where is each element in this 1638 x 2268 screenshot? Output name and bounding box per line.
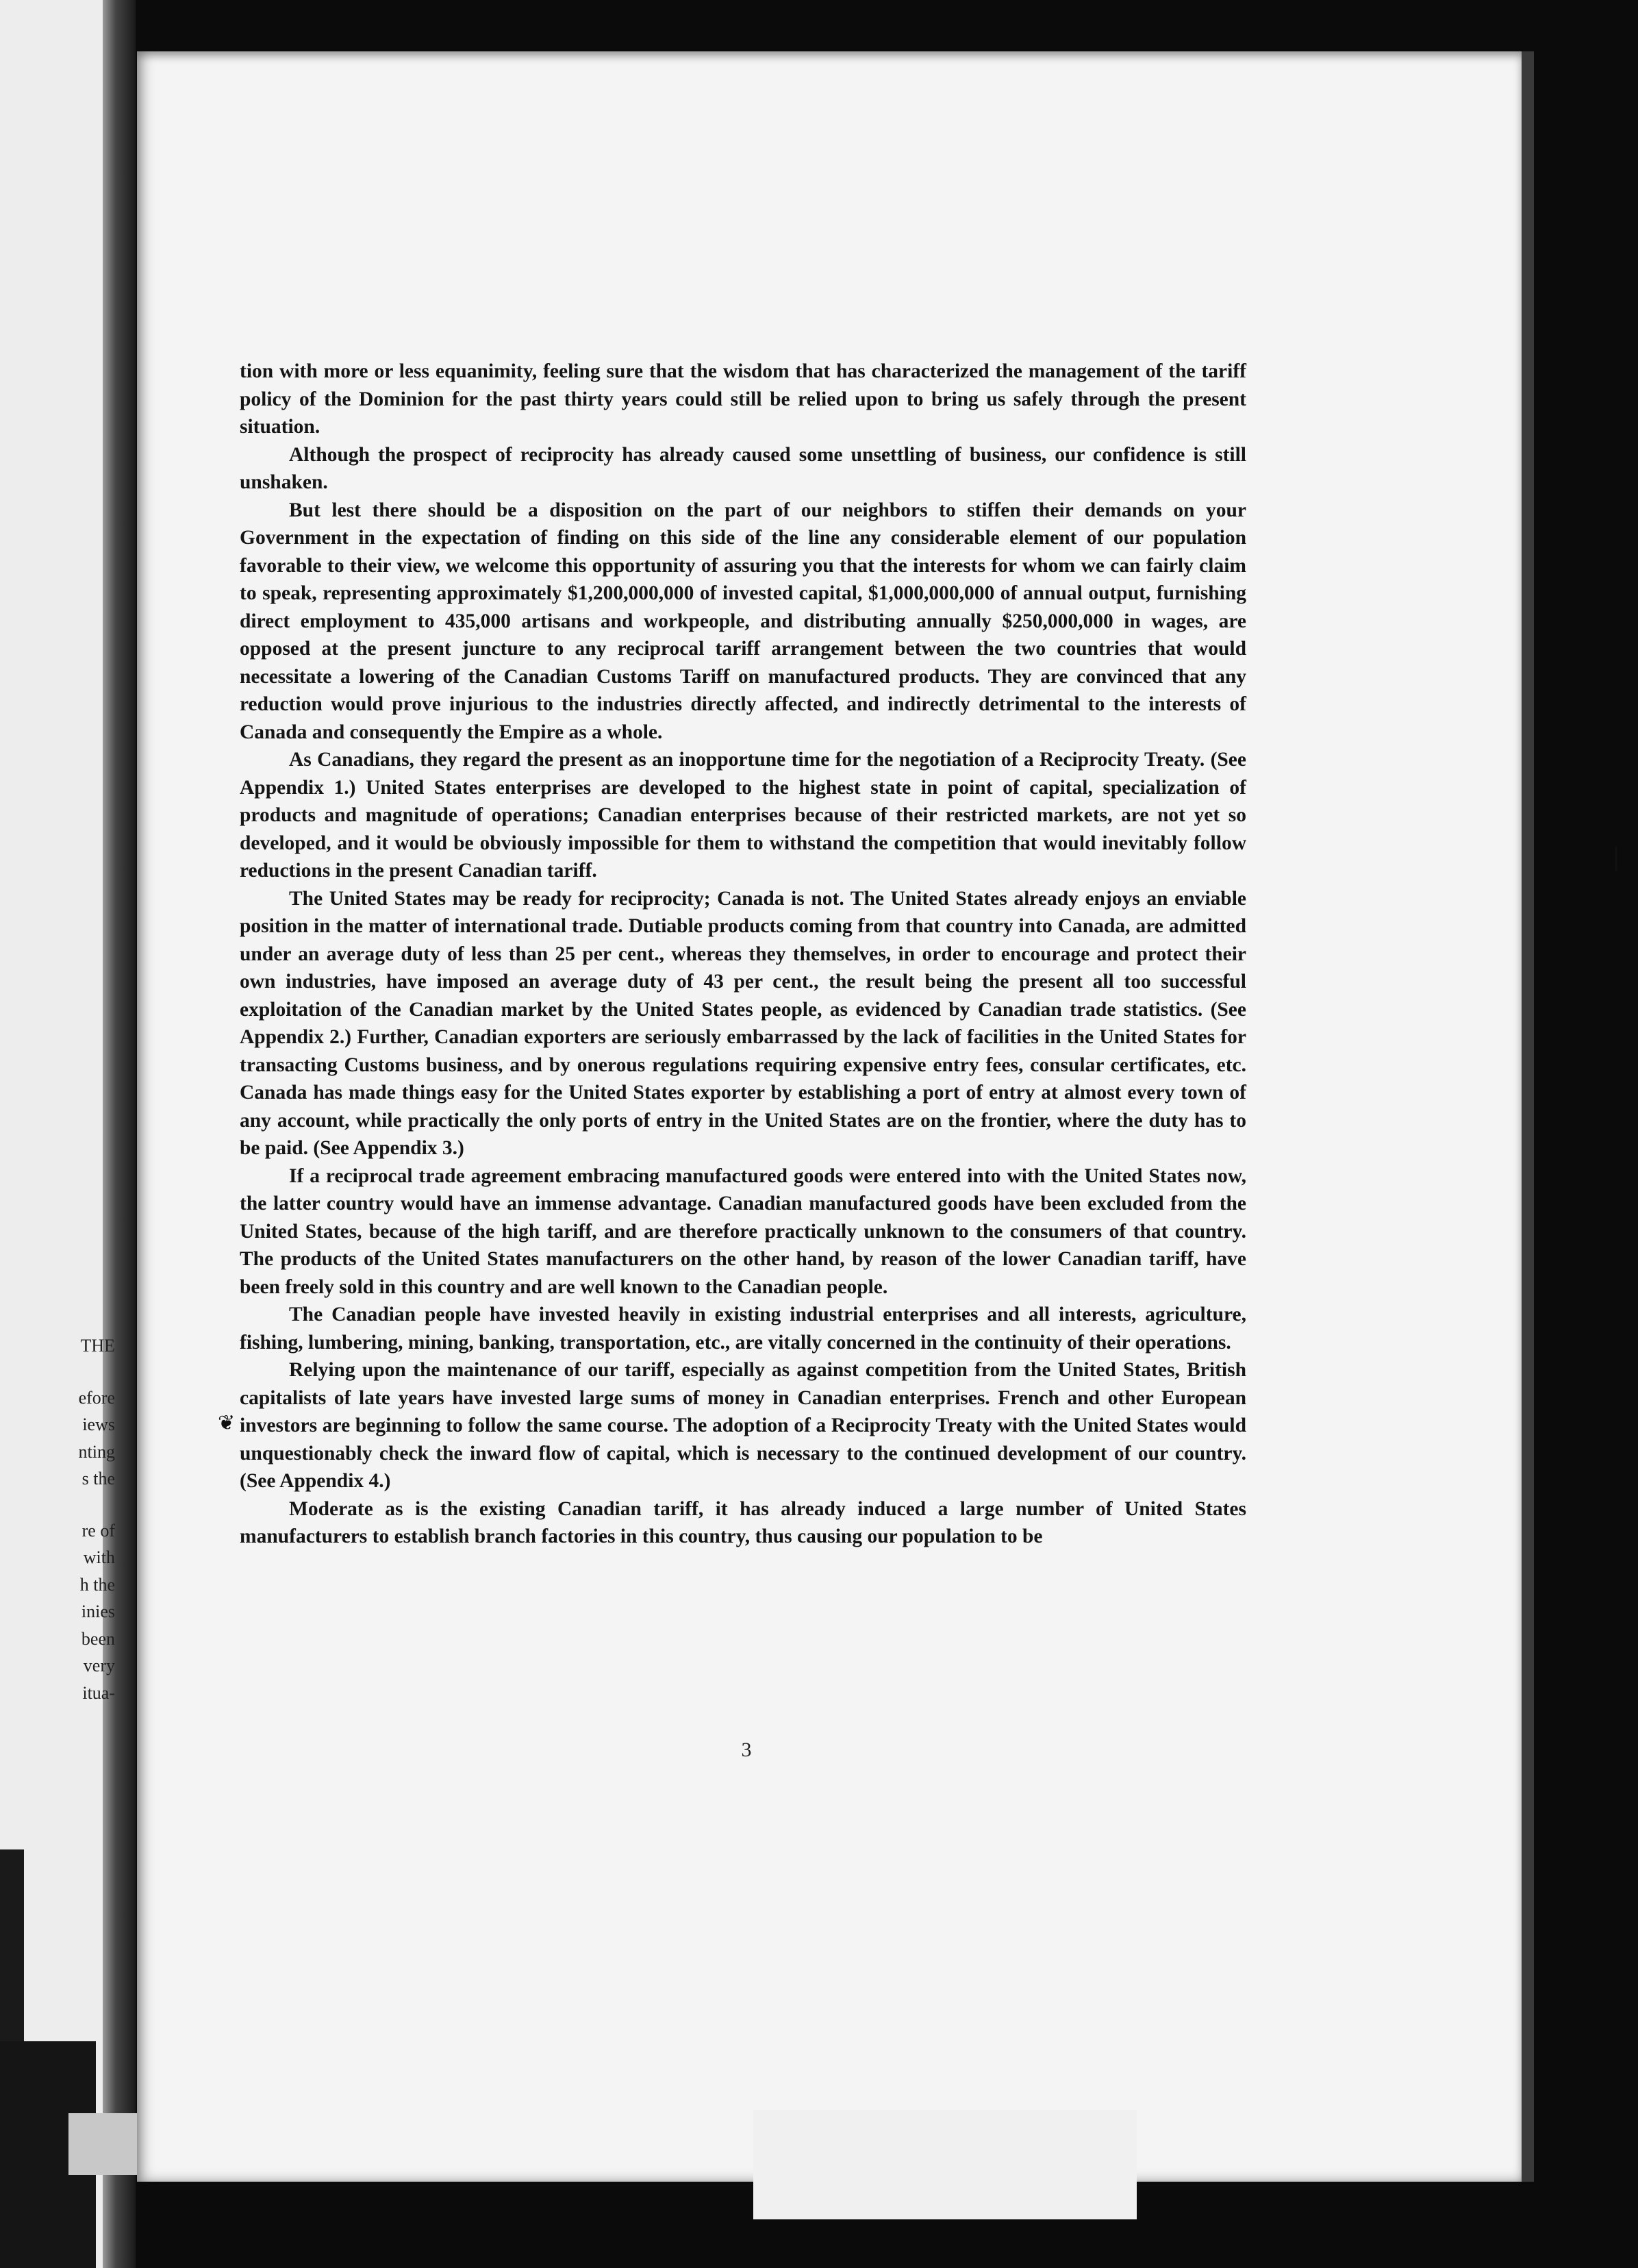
left-fragment: itua- [82,1682,115,1703]
left-fragment: very [83,1656,115,1675]
paragraph: Moderate as is the existing Canadian tariff, it has already induced a large number of United States manufacturers to establish branch factories in this country, thus causing our population to be [240,1497,1246,1547]
paragraph: If a reciprocal trade agreement embracing manufactured goods were entered into with the United States now, the latter country would have an immense advantage. Canadian manufactured goods have been excluded from the United States, because of the high tariff, and are therefore practically unknown to the consumers of that country. The products of the United States manufacturers on the other hand, by reason of the lower Canadian tariff, have been freely sold in this country and are well known to the Canadian people. [240,1164,1246,1298]
paragraph: But lest there should be a disposition on the part of our neighbors to stiffen their demands on your Government in the expectation of finding on this side of the line any considerable element of our population favorable to their view, we welcome this opportunity of assuring you that the interests for whom we can fairly claim to speak, representing approximately $1,200,000,000 of invested capital, $1,000,000,000 of annual output, furnishing direct employment to 435,000 artisans and workpeople, and distributing annually $250,000,000 in wages, are opposed at the present juncture to any reciprocal tariff arrangement between the two countries that would necessitate a lowering of the Canadian Customs Tariff on manufactured products. They are convinced that any reduction would prove injurious to the industries directly affected, and indirectly detrimental to the interests of Canada and consequently the Empire as a whole. [240,499,1246,743]
paragraph: Although the prospect of reciprocity has already caused some unsettling of business, our confidence is still unshaken. [240,443,1246,493]
margin-speck-icon: ❦ [218,1412,236,1434]
page-bottom-tab [753,2110,1137,2219]
body-text [240,358,1246,1551]
left-fragment: been [81,1628,115,1649]
left-fragment: inies [81,1602,115,1621]
book-gutter [103,0,136,2268]
left-page-text-fragments [42,1332,115,1706]
paragraph: Relying upon the maintenance of our tariff, especially as against competition from the United States, British capitalists of late years have invested large sums of money in Canadian enterprises. French and other European investors are beginning to follow the same course. The adoption of a Reciprocity Treaty with the United States would unquestionably check the inward flow of capital, which is necessary to the continued development of our country. (See Appendix 4.) [240,1359,1246,1492]
paragraph: The United States may be ready for reciprocity; Canada is not. The United States already enjoys an enviable position in the matter of international trade. Dutiable products coming from that country into Canada, are admitted under an average duty of less than 25 per cent., whereas they themselves, in order to encourage and protect their own industries, have imposed an average duty of 43 per cent., the result being the present all too successful exploitation of the Canadian market by the United States people, as evidenced by Canadian trade statistics. (See Appendix 2.) Further, Canadian exporters are seriously embarrassed by the lack of facilities in the United States for transacting Customs business, and by onerous regulations requiring expensive entry fees, consular certificates, etc. Canada has made things easy for the United States exporter by establishing a port of entry at almost every town of any account, while practically the only ports of entry in the United States are on the frontier, where the duty has to be paid. (See Appendix 3.) [240,887,1246,1159]
left-fragment: re of [81,1520,115,1541]
page-number: 3 [741,1739,752,1761]
left-fragment: iews [82,1415,115,1434]
left-fragment: s the [81,1469,115,1488]
left-fragment: h the [79,1574,115,1595]
left-fragment: efore [78,1387,115,1408]
paragraph: As Canadians, they regard the present as an inopportune time for the negotiation of a Reciprocity Treaty. (See Appendix 1.) United States enterprises are developed to the highest state in point of capital, specialization of products and magnitude of operations; Canadian enterprises because of their restricted markets, are not yet so developed, and it would be obviously impossible for them to withstand the competition that would inevitably follow reductions in the present Canadian tariff. [240,749,1246,882]
paragraph: The Canadian people have invested heavily in existing industrial enterprises and all interests, agriculture, fishing, lumbering, mining, banking, transportation, etc., are vitally concerned in the continuity of their operations. [240,1304,1246,1354]
margin-speck-icon: ❘ [1606,843,1627,871]
left-fragment: THE [80,1336,115,1356]
left-fragment: nting [78,1441,115,1462]
left-fragment: with [83,1547,115,1567]
paragraph: tion with more or less equanimity, feeling sure that the wisdom that has characterized the management of the tariff policy of the Dominion for the past thirty years could still be relied upon to bring us safely through the present situation. [240,360,1246,438]
